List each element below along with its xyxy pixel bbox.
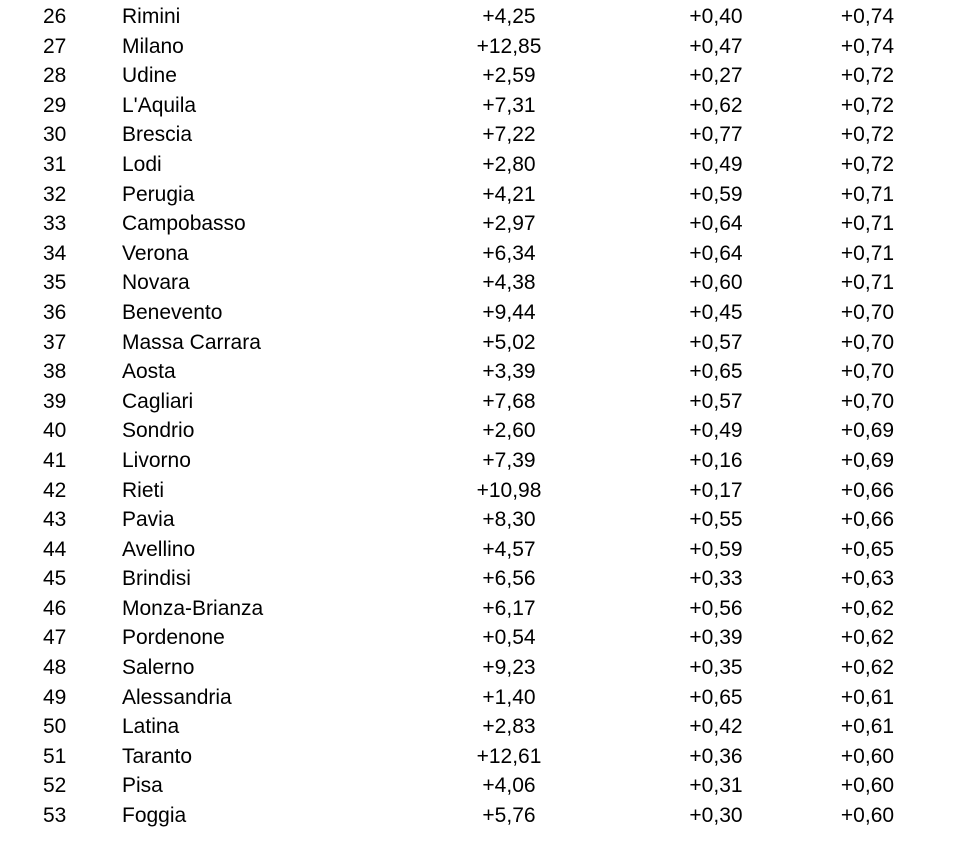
value2-cell: +0,45 xyxy=(689,300,743,324)
rank-cell: 49 xyxy=(43,685,67,709)
table-row xyxy=(0,801,960,831)
city-cell: Rieti xyxy=(122,478,165,502)
value2-cell: +0,55 xyxy=(689,508,743,532)
value2-cell: +0,62 xyxy=(689,93,743,117)
rank-cell: 40 xyxy=(43,419,67,443)
table-row xyxy=(0,91,960,121)
city-cell: Verona xyxy=(122,241,189,265)
value3-cell: +0,60 xyxy=(840,744,895,768)
city-cell: Pordenone xyxy=(122,626,225,650)
value3-cell: +0,72 xyxy=(840,152,895,176)
value3-cell: +0,62 xyxy=(840,656,895,680)
value2-cell: +0,64 xyxy=(689,212,743,236)
rank-cell: 34 xyxy=(43,241,67,265)
value3-cell: +0,69 xyxy=(840,419,895,443)
value2-cell: +0,35 xyxy=(689,656,743,680)
value1-cell: +6,34 xyxy=(482,241,536,265)
value2-cell: +0,36 xyxy=(689,744,743,768)
table-row xyxy=(0,328,960,358)
value3-cell: +0,70 xyxy=(840,360,895,384)
rank-cell: 43 xyxy=(43,508,67,532)
rank-cell: 48 xyxy=(43,656,67,680)
table-row xyxy=(0,623,960,653)
value2-cell: +0,49 xyxy=(689,152,743,176)
city-cell: Campobasso xyxy=(122,212,246,236)
value1-cell: +2,80 xyxy=(482,152,536,176)
value1-cell: +1,40 xyxy=(482,685,536,709)
city-cell: Monza-Brianza xyxy=(122,596,264,620)
value3-cell: +0,61 xyxy=(840,685,895,709)
city-cell: Rimini xyxy=(122,5,181,28)
table-row xyxy=(0,712,960,742)
rank-cell: 39 xyxy=(43,389,67,413)
value1-cell: +4,38 xyxy=(482,271,536,295)
value1-cell: +3,39 xyxy=(482,360,536,384)
table-row xyxy=(0,120,960,150)
value3-cell: +0,70 xyxy=(840,330,895,354)
city-cell: Taranto xyxy=(122,744,193,768)
value1-cell: +7,39 xyxy=(482,448,536,472)
value1-cell: +2,83 xyxy=(482,715,536,739)
rank-cell: 37 xyxy=(43,330,67,354)
rank-cell: 41 xyxy=(43,448,67,472)
value3-cell: +0,60 xyxy=(840,804,895,828)
table-row xyxy=(0,416,960,446)
table-row xyxy=(0,239,960,269)
value1-cell: +12,85 xyxy=(476,34,542,58)
table-row xyxy=(0,476,960,506)
table-row xyxy=(0,594,960,624)
value3-cell: +0,61 xyxy=(840,715,895,739)
table-row xyxy=(0,742,960,772)
value3-cell: +0,63 xyxy=(840,567,895,591)
table-row xyxy=(0,209,960,239)
rank-cell: 29 xyxy=(43,93,67,117)
value2-cell: +0,59 xyxy=(689,182,743,206)
value3-cell: +0,70 xyxy=(840,389,895,413)
value3-cell: +0,72 xyxy=(840,93,895,117)
rank-cell: 50 xyxy=(43,715,67,739)
city-cell: Udine xyxy=(122,64,177,88)
value3-cell: +0,74 xyxy=(840,5,895,28)
city-cell: Brescia xyxy=(122,123,193,147)
value2-cell: +0,77 xyxy=(689,123,743,147)
value1-cell: +2,59 xyxy=(482,64,536,88)
value3-cell: +0,62 xyxy=(840,626,895,650)
city-cell: Foggia xyxy=(122,804,187,828)
value3-cell: +0,65 xyxy=(840,537,895,561)
rank-cell: 27 xyxy=(43,34,67,58)
value2-cell: +0,17 xyxy=(689,478,743,502)
city-cell: Alessandria xyxy=(122,685,232,709)
city-cell: Perugia xyxy=(122,182,195,206)
value1-cell: +4,21 xyxy=(482,182,536,206)
value1-cell: +4,06 xyxy=(482,774,536,798)
value1-cell: +6,56 xyxy=(482,567,536,591)
table-row xyxy=(0,357,960,387)
rank-cell: 26 xyxy=(43,5,67,28)
value2-cell: +0,64 xyxy=(689,241,743,265)
value2-cell: +0,42 xyxy=(689,715,743,739)
value2-cell: +0,65 xyxy=(689,360,743,384)
value2-cell: +0,49 xyxy=(689,419,743,443)
table-row xyxy=(0,535,960,565)
city-cell: Benevento xyxy=(122,300,223,324)
rank-cell: 46 xyxy=(43,596,67,620)
rank-cell: 47 xyxy=(43,626,67,650)
city-cell: Sondrio xyxy=(122,419,195,443)
value1-cell: +7,68 xyxy=(482,389,536,413)
city-cell: Cagliari xyxy=(122,389,194,413)
table-row xyxy=(0,446,960,476)
value3-cell: +0,74 xyxy=(840,34,895,58)
table-row xyxy=(0,771,960,801)
value3-cell: +0,70 xyxy=(840,300,895,324)
value1-cell: +9,44 xyxy=(482,300,536,324)
table-row xyxy=(0,505,960,535)
value1-cell: +7,31 xyxy=(482,93,536,117)
value3-cell: +0,62 xyxy=(840,596,895,620)
table-row xyxy=(0,2,960,32)
value2-cell: +0,31 xyxy=(689,774,743,798)
value3-cell: +0,66 xyxy=(840,508,895,532)
rank-cell: 53 xyxy=(43,804,67,828)
value2-cell: +0,59 xyxy=(689,537,743,561)
city-cell: Lodi xyxy=(122,152,162,176)
value1-cell: +6,17 xyxy=(482,596,536,620)
value3-cell: +0,72 xyxy=(840,64,895,88)
city-cell: Salerno xyxy=(122,656,195,680)
table-row xyxy=(0,298,960,328)
rank-cell: 38 xyxy=(43,360,67,384)
value1-cell: +5,76 xyxy=(482,804,536,828)
rank-cell: 32 xyxy=(43,182,67,206)
value1-cell: +9,23 xyxy=(482,656,536,680)
value3-cell: +0,72 xyxy=(840,123,895,147)
value2-cell: +0,39 xyxy=(689,626,743,650)
value1-cell: +5,02 xyxy=(482,330,536,354)
value1-cell: +10,98 xyxy=(476,478,542,502)
value2-cell: +0,33 xyxy=(689,567,743,591)
table-row xyxy=(0,653,960,683)
city-cell: Avellino xyxy=(122,537,196,561)
value3-cell: +0,60 xyxy=(840,774,895,798)
rank-cell: 33 xyxy=(43,212,67,236)
value1-cell: +12,61 xyxy=(476,744,542,768)
city-cell: Milano xyxy=(122,34,184,58)
city-cell: Novara xyxy=(122,271,190,295)
table-row xyxy=(0,683,960,713)
rank-cell: 45 xyxy=(43,567,67,591)
value3-cell: +0,71 xyxy=(840,212,895,236)
value2-cell: +0,47 xyxy=(689,34,743,58)
table-row xyxy=(0,564,960,594)
value2-cell: +0,60 xyxy=(689,271,743,295)
rank-cell: 35 xyxy=(43,271,67,295)
table-row xyxy=(0,268,960,298)
value1-cell: +8,30 xyxy=(482,508,536,532)
rank-cell: 51 xyxy=(43,744,67,768)
city-cell: Pisa xyxy=(122,774,163,798)
rank-cell: 31 xyxy=(43,152,67,176)
table-row xyxy=(0,180,960,210)
value3-cell: +0,71 xyxy=(840,241,895,265)
rank-cell: 52 xyxy=(43,774,67,798)
city-cell: Latina xyxy=(122,715,180,739)
city-cell: L'Aquila xyxy=(122,93,197,117)
table-row xyxy=(0,61,960,91)
value2-cell: +0,57 xyxy=(689,389,743,413)
table-row xyxy=(0,150,960,180)
value2-cell: +0,27 xyxy=(689,64,743,88)
value3-cell: +0,71 xyxy=(840,182,895,206)
rank-cell: 28 xyxy=(43,64,67,88)
value1-cell: +4,25 xyxy=(482,5,536,28)
value1-cell: +4,57 xyxy=(482,537,536,561)
city-cell: Brindisi xyxy=(122,567,191,591)
rank-cell: 30 xyxy=(43,123,67,147)
city-cell: Massa Carrara xyxy=(122,330,261,354)
city-cell: Livorno xyxy=(122,448,191,472)
value2-cell: +0,30 xyxy=(689,804,743,828)
city-cell: Pavia xyxy=(122,508,175,532)
value3-cell: +0,71 xyxy=(840,271,895,295)
value1-cell: +2,97 xyxy=(482,212,536,236)
table-row xyxy=(0,387,960,417)
rank-cell: 42 xyxy=(43,478,67,502)
value2-cell: +0,57 xyxy=(689,330,743,354)
value2-cell: +0,56 xyxy=(689,596,743,620)
value1-cell: +0,54 xyxy=(482,626,536,650)
value2-cell: +0,16 xyxy=(689,448,743,472)
value1-cell: +2,60 xyxy=(482,419,536,443)
rank-cell: 36 xyxy=(43,300,67,324)
table-row xyxy=(0,32,960,62)
value3-cell: +0,66 xyxy=(840,478,895,502)
value2-cell: +0,65 xyxy=(689,685,743,709)
value3-cell: +0,69 xyxy=(840,448,895,472)
city-cell: Aosta xyxy=(122,360,176,384)
value1-cell: +7,22 xyxy=(482,123,536,147)
rank-cell: 44 xyxy=(43,537,67,561)
value2-cell: +0,40 xyxy=(689,5,743,28)
